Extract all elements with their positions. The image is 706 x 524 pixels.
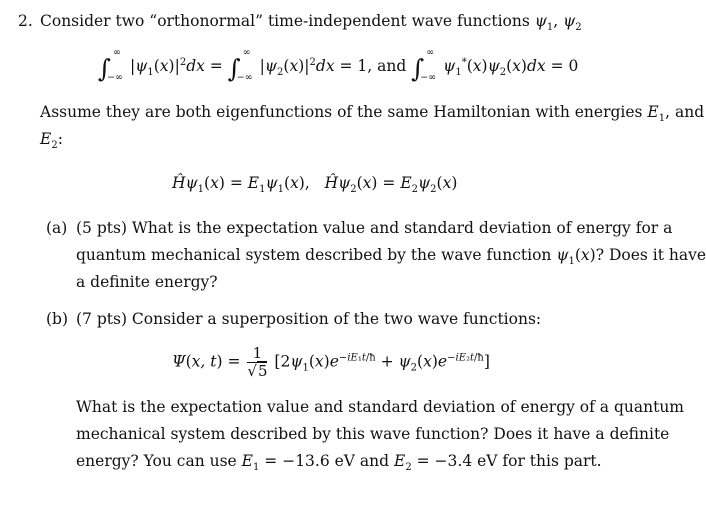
part-b-line-1: (7 pts) Consider a superposition of the two wave functions: xyxy=(76,310,542,328)
problem-intro: Consider two “orthonormal” time-independent wave functions $\psi_1$, $\psi_2$ xyxy=(40,12,582,34)
eigen-equation: $Ĥ\psi_1(x) = E_1\psi_1(x)$, $Ĥ\psi_2(x) = E_2\psi_2(x)$ xyxy=(172,174,458,196)
problem-number: 2. xyxy=(18,12,33,30)
superposition-equation: Ψ(x, t) = $\frac{1}{√5}$ $[2\psi_1(x)e^{-iE_1t/ħ} + \psi_2(x)e^{-iE_2t/ħ}]$ xyxy=(172,344,490,380)
part-a-line-1: (5 pts) What is the expectation value and standard deviation of energy for a xyxy=(76,219,673,237)
part-b-label: (b) xyxy=(46,310,69,328)
part-a-line-2: quantum mechanical system described by the wave function $\psi_1(x)$? Does it have xyxy=(76,246,706,268)
assume-line-2: $E_2$: xyxy=(40,130,63,152)
part-b-line-2: What is the expectation value and standard deviation of energy of a quantum xyxy=(76,398,685,416)
normalization-equation: ∫ ∞ −∞ $|\psi_1(x)|^2dx$ = ∫ ∞ −∞ $|\psi_2(x)|^2dx = 1$, and ∫ ∞ −∞ $\psi_1^*(x)\psi_2(x)dx = 0$ xyxy=(98,47,579,83)
part-b-line-3: mechanical system described by this wave function? Does it have a definite xyxy=(76,425,670,443)
part-a-label: (a) xyxy=(46,219,68,237)
part-b-line-4: energy? You can use $E_1 = -13.6$ eV and $E_2 = -3.4$ eV for this part. xyxy=(76,452,602,474)
part-a-line-3: a definite energy? xyxy=(76,273,218,291)
assume-line-1: Assume they are both eigenfunctions of the same Hamiltonian with energies $E_1$, and xyxy=(40,103,705,125)
